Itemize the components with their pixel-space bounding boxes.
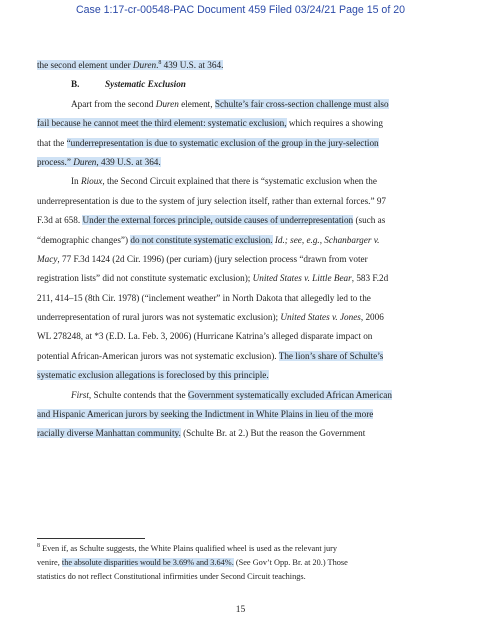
section-title: Systematic Exclusion (105, 79, 186, 90)
highlight: the second element under Duren.$^8$ 439 U.S. at 364. (37, 59, 224, 70)
highlight: process.” Duren, 439 U.S. at 364. (37, 156, 161, 167)
paragraph-line: First, Schulte contends that the Government systematically excluded African American (71, 389, 392, 400)
continuation-line (37, 56, 457, 75)
footnote-line: statistics do not reflect Constitutional infirmities under Second Circuit teachings. (37, 572, 306, 581)
paragraph-line: registration lists” did not constitute systematic exclusion); United States v. Little Bear, 583 F.2d (37, 273, 389, 284)
highlight: Under the external forces principle, outside causes of underrepresentation (82, 215, 354, 226)
highlight: systematic exclusion allegations is foreclosed by this principle. (37, 370, 269, 381)
paragraph-line: underrepresentation of rural jurors was not systematic exclusion); United States v. Jones, 2006 (37, 312, 384, 323)
highlight: Government systematically excluded African American (187, 389, 392, 400)
paragraph-line: potential African-American jurors was not systematic exclusion). The lion’s share of Schulte’s (37, 350, 384, 361)
footnote-line: $^8$ Even if, as Schulte suggests, the White Plains qualified wheel is used as the relevant jury (37, 543, 338, 553)
section-heading (37, 75, 457, 94)
paragraph-line: fail because he cannot meet the third element: systematic exclusion, which requires a showing (37, 118, 383, 129)
paragraph-line: racially diverse Manhattan community. (Schulte Br. at 2.) But the reason the Government (37, 428, 366, 439)
highlight: fail because he cannot meet the third element: systematic exclusion, (37, 118, 287, 129)
paragraph-line: “demographic changes”) do not constitute systematic exclusion. Id.; see, e.g., Schanbarger v. (37, 234, 380, 245)
paragraph-line: In Rioux, the Second Circuit explained that there is “systematic exclusion when the (71, 176, 377, 187)
paragraph-line (37, 153, 457, 172)
highlight: and Hispanic American jurors by seeking the Indictment in White Plains in lieu of the more (37, 409, 374, 420)
highlight: The lion’s share of Schulte’s (278, 350, 384, 361)
paragraph-line: F.3d at 658. Under the external forces principle, outside causes of underrepresentation (such as (37, 215, 386, 226)
footnote-line: venire, the absolute disparities would be 3.69% and 3.64%. (See Gov’t Opp. Br. at 20.) Those (37, 558, 348, 567)
paragraph-line: WL 278248, at *3 (E.D. La. Feb. 3, 2006) (Hurricane Katrina’s alleged disparate impact on (37, 331, 373, 342)
footnote-mark: 8 (37, 543, 40, 550)
highlight: the absolute disparities would be 3.69% and 3.64%. (61, 558, 234, 567)
footnote (37, 542, 457, 584)
footnote-ref: 8 (158, 59, 162, 66)
paragraph-line: that the “underrepresentation is due to systematic exclusion of the group in the jury-selection (37, 137, 379, 148)
document-body (37, 56, 457, 444)
paragraph-line: 211, 414–15 (8th Cir. 1978) (“inclement weather” in North Dakota that allegedly led to the (37, 292, 371, 303)
highlight: “underrepresentation is due to systematic exclusion of the group in the jury-selection (66, 137, 379, 148)
footnote-divider (37, 538, 145, 539)
paragraph-line (37, 366, 457, 385)
highlight: racially diverse Manhattan community. (37, 428, 181, 439)
paragraph-line: underrepresentation is due to the system of jury selection itself, rather than external forces.” 97 (37, 195, 387, 206)
paragraph-line: Macy, 77 F.3d 1424 (2d Cir. 1996) (per curiam) (jury selection process “drawn from voter (37, 253, 368, 264)
page-number: 15 (235, 605, 246, 615)
section-number: B. (71, 79, 80, 90)
paragraph-line: Apart from the second Duren element, Schulte’s fair cross-section challenge must also (71, 98, 389, 109)
highlight: Schulte’s fair cross-section challenge must also (214, 98, 389, 109)
case-header: Case 1:17-cr-00548-PAC Document 459 Filed 03/24/21 Page 15 of 20 (75, 4, 405, 16)
paragraph-line (37, 405, 457, 424)
highlight: do not constitute systematic exclusion. (130, 234, 273, 245)
